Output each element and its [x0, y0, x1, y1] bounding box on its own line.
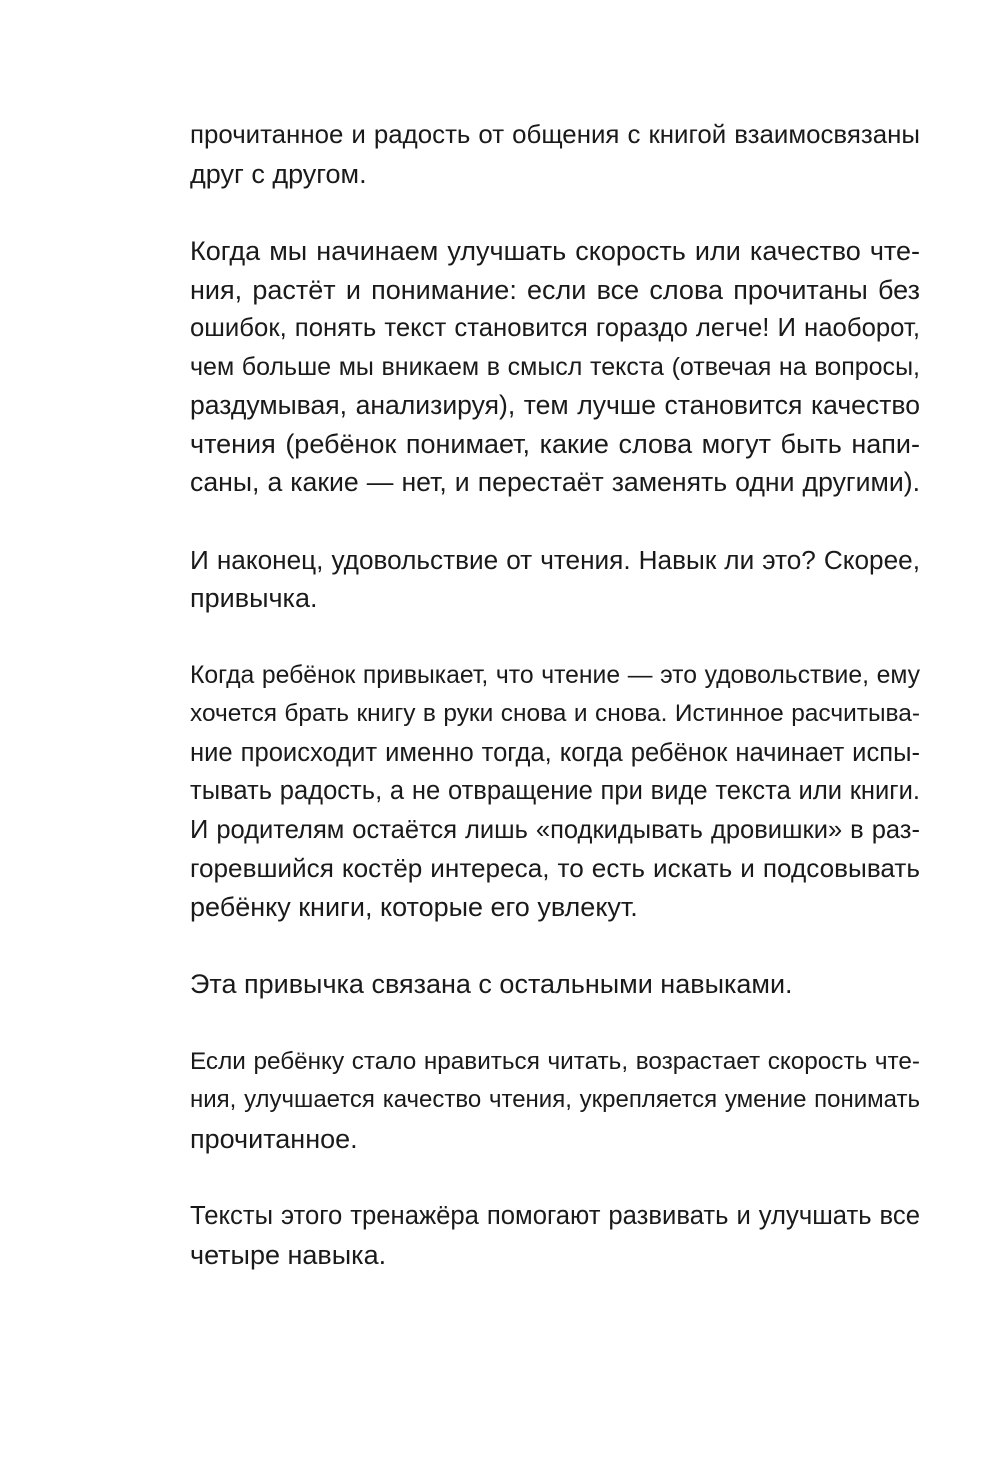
text-line: ния, растёт и понимание: если все слова прочитаны без	[190, 274, 920, 305]
paragraph	[190, 116, 920, 193]
text-line: И наконец, удовольствие от чтения. Навык ли это? Скорее,	[190, 544, 920, 575]
text-line: Когда ребёнок привыкает, что чтение — это удовольствие, ему	[190, 661, 920, 689]
paragraph	[190, 541, 920, 618]
text-line: чем больше мы вникаем в смысл текста (отвечая на вопросы,	[190, 352, 920, 381]
text-line: ние происходит именно тогда, когда ребёнок начинает испы-	[190, 738, 920, 767]
text-line: И родителям остаётся лишь «подкидывать дровишки» в раз-	[190, 815, 920, 844]
text-line: ребёнку книги, которые его увлекут.	[190, 891, 638, 922]
text-line: привычка.	[190, 583, 318, 613]
paragraph	[190, 1043, 920, 1159]
text-line: Если ребёнку стало нравиться читать, возрастает скорость чте-	[190, 1047, 920, 1075]
text-line: чтения (ребёнок понимает, какие слова могут быть напи-	[190, 428, 920, 459]
text-line: хочется брать книгу в руки снова и снова. Истинное расчитыва-	[190, 700, 920, 727]
paragraph	[190, 1197, 920, 1274]
text-line: раздумывая, анализируя), тем лучше становится качество	[190, 390, 920, 420]
text-line: ошибок, понять текст становится гораздо легче! И наоборот,	[190, 314, 920, 342]
text-line: Когда мы начинаем улучшать скорость или качество чте-	[190, 236, 920, 266]
text-line: прочитанное и радость от общения с книгой взаимосвязаны	[190, 121, 920, 149]
text-line: ния, улучшается качество чтения, укрепляется умение понимать	[190, 1086, 920, 1113]
paragraph	[190, 965, 920, 1004]
paragraph	[190, 657, 920, 927]
text-line: прочитанное.	[190, 1123, 358, 1154]
page-body-text	[190, 116, 920, 1313]
text-line: саны, а какие — нет, и перестаёт заменять одни другими).	[190, 467, 920, 497]
text-line: четыре навыка.	[190, 1239, 387, 1270]
text-line: тывать радость, а не отвращение при виде текста или книги.	[190, 777, 920, 805]
text-line: друг с другом.	[190, 158, 367, 189]
text-line: горевшийся костёр интереса, то есть искать и подсовывать	[190, 853, 920, 883]
text-line: Эта привычка связана с остальными навыками.	[190, 969, 793, 999]
text-line: Тексты этого тренажёра помогают развивать и улучшать все	[190, 1202, 920, 1230]
paragraph	[190, 232, 920, 502]
